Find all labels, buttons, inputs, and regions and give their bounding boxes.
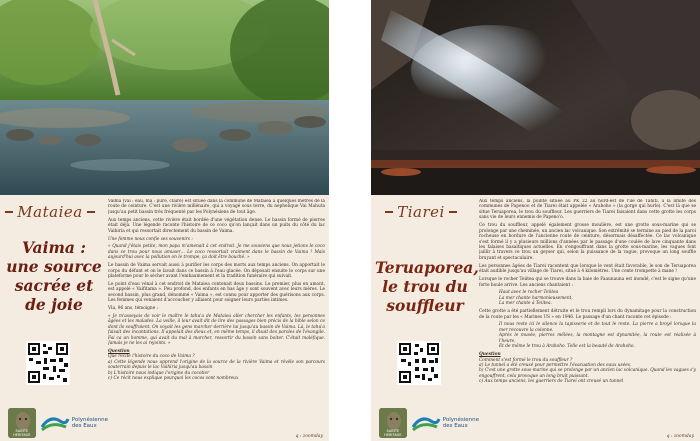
partner-logos — [379, 407, 479, 439]
heritage-logo-label: SAINTE HERITAGE — [13, 429, 31, 437]
paragraph: Lorsque le rocher Teiitea qui se trouve dans la baie de Faaunauna est inondé, c'est le signe qu'une forte houle arrive. Les anciens chantaient : — [479, 277, 696, 288]
song-line: Il nous reste ici le silence la tapisserie et de tout le reste. La pierre a broyé lorsque la mer recouvre la colonne. — [499, 322, 696, 333]
poly-name-line2: des Eaux — [71, 423, 97, 429]
paragraph: Aux temps anciens, cette rivière était bordée d'une végétation dense. Le bassin formé de pierres était déjà. Une légende raconte l'histoire de ce coco qu'on lançait dans un puits du côté du lac Vaihiria et qui ressortait directement du bassin de Vaima. — [108, 217, 325, 234]
paragraph: Vla, 96 ans, témoigne : — [108, 306, 159, 312]
answer-option-c: c) Ce récit nous explique pourquoi les cocos sont nombreux — [108, 376, 239, 382]
answer-option-a: a) Cette légende nous apprend l'origine de la source de la rivière Vaima et révèle son parcours souterrain depuis le lac Vaihiria jusqu'au bassin — [108, 359, 325, 371]
song-line: La mer chante harmonieusement, — [499, 295, 573, 301]
article-body — [108, 199, 325, 435]
question-heading: Question — [479, 352, 501, 358]
poly-name-line1: Polynésienne — [442, 417, 479, 423]
location-label: Mataiea — [17, 203, 83, 221]
song-line: La mer chante à Teiitea. — [499, 301, 552, 307]
song-line: Haut avec le rocher Teiitea — [499, 290, 559, 296]
photo-credit: q : zoomday — [295, 434, 323, 439]
paragraph: Les personnes âgées de Tiarei racontent que lorsque le vent était favorable, le son de Teruaporea était audible jusqu'au village de Tiarei, situé à 4 kilomètres. Une conte trompette à mane ! — [479, 263, 696, 275]
answer-option-c: c) Aux temps anciens, les guerriers de Tiarei ont creusé un tunnel — [479, 379, 624, 385]
poly-name-line2: des Eaux — [442, 423, 468, 429]
page-title: Vaima : une source sacrée et de joie — [6, 238, 102, 314]
right-page — [371, 0, 700, 441]
location-ribbon — [0, 200, 100, 224]
heritage-logo — [379, 408, 407, 438]
question-heading: Question — [108, 349, 130, 354]
song-line: Après le musée, pierres mêlées, la montagne est dynamitée, la route est réalisée à l'heure, — [499, 333, 696, 344]
paragraph: « Je m'asseyais de voir le maître le tahu'a de Mataiea aller chercher les enfants, les personnes âgées et les malades. La veille, il leur avait dit de lire des passages bien précis de la bible selon ce dont ils souffraient. On voyait les gens marcher derrière lui jusqu'au bassin de Vaima. Là, le tahu'a faisait des incantations. Il appelait des dieux et, en même temps, il disait des paroles de l'évangile. Fai ca un homme, qui avait du mal à marcher, ressortir du bassin sans boiter. C'était maléfique. Jamais je ne les ai rejoints. » — [108, 313, 325, 347]
location-label: Tiarei — [397, 203, 445, 221]
paragraph: Ce trou du souffleur, appelé également grosse moulière, est une grotte sous-marine qui se prolonge par une cheminée, un ancien lac volcanique. Son extrémité se termine au pied de la paroi rocheuse en bordure de l'ancienne route de ceinture, désormais désaffectée. Ce lac volcanique s'est formé il y a plusieurs millions d'années par le passage d'une coulée de lave cinquante dans les falaises basaltiques actuelles. En s'engouffrant dans la grotte sous-marine, les vagues font jaillir à travers ce trou un geyser qui, selon la puissance de la vague, provoque un long souffle bruyant et spectaculaire. — [479, 223, 696, 261]
poly-name-line1: Polynésienne — [71, 417, 108, 423]
photo-credit: q : zoomday — [666, 434, 694, 439]
paragraph: Cette grotte a été partiellement détruite et le trou rempli lors du dynamitage pour la construction de la route par les « Marines US » en 1946. Le passage d'un chant raconte cet épisode : — [479, 309, 696, 320]
heritage-logo-label: SAINTE HERITAGE — [384, 429, 402, 437]
polynesienne-des-eaux-logo — [411, 413, 479, 433]
paragraph: « Quand j'étais petite, mon papa m'amenait à cet endroit. Je me souviens que nous jetions le coco dans ce trou pour nous amuser… Le coco ressortait vraiment dans le bassin de Vaima ! Mais aujourd'hui avec la pollution on le trompe, ça doit être bouché. » — [108, 244, 325, 261]
song-line: Et de même le trou à Arahoho. Telle est la beauté de Arahoho. — [499, 344, 635, 350]
paragraph: Le point d'eau vénal à cet endroit de Mataiea contenait deux bassins. Le premier, plus en amont, est appelé « Vaifitama ». Peu profond, des enfants en bas âge y sont souvent avec leurs mères. Le second bassin, plus grand, dénommé « Vaima », est connu pour apporter des guérisons aux corps. Les femmes qui venaient d'accoucher y allaient pour soigner leurs parties intimes. — [108, 281, 325, 304]
heritage-logo — [8, 408, 36, 438]
paragraph: Le bassin de Vaima servait aussi à purifier les corps des morts aux temps anciens. On apportait le corps du défunt et on le lavait dans ce bassin à l'eau glacée. On déposait ensuite le corps sur une plateforme pour le sécher avant l'embaumement et la tradition funéraire qui suivait. — [108, 263, 325, 279]
answer-option-b: b) L'histoire nous indique l'origine du cocotier — [108, 370, 210, 376]
river-pool-photo — [0, 0, 329, 195]
qr-code-icon[interactable] — [397, 341, 441, 385]
question-text: Que récite l'histoire du coco de Vaima ? — [108, 354, 195, 360]
blowhole-photo — [371, 0, 700, 195]
polynesienne-des-eaux-logo — [40, 413, 108, 433]
article-body — [479, 199, 696, 435]
answer-option-b: b) C'est une grotte sous-marine qui se prolonge par un ancien lac volcanique. Quand les vagues s'y engouffrent, cela provoque un long bruit puissant. — [479, 368, 696, 379]
page-title: Teruaporea, le trou du souffleur — [375, 258, 479, 315]
partner-logos — [8, 407, 108, 439]
location-ribbon — [371, 200, 471, 224]
paragraph: Aux temps anciens, la pointe située au PK 22 au nord-est de l'île de Tahiti, à la limite des communes de Papenoo et de Tiarei était appelée « Arahoho » (la gorge qui hurle). C'est là que se situe Teruaporea, le trou du souffleur. Les guerriers de Tiarei faisaient dans cette grotte les corps sans vie de leurs ennemis de Papeno'o. — [479, 199, 696, 221]
question-text: Comment s'est formé le trou du souffleur ? — [479, 357, 573, 363]
answer-option-a: a) Le tunnel a été creusé pour permettre l'évacuation des eaux usées. — [479, 362, 632, 368]
paragraph: Vaima (vai : eau, ma : pure, claire) est située dans la commune de Mataiea à quelques mètres de la route de ceinture. C'est une rivière millénaire, qui a voyagé sous terre, du nephelique Vai Mahuta jusqu'au petit bassin très fréquenté par les Polynésiens de tout âge. — [108, 199, 325, 215]
left-page — [0, 0, 329, 441]
qr-code-icon[interactable] — [26, 341, 70, 385]
paragraph: Une femme nous confie ses souvenirs : — [108, 236, 193, 242]
